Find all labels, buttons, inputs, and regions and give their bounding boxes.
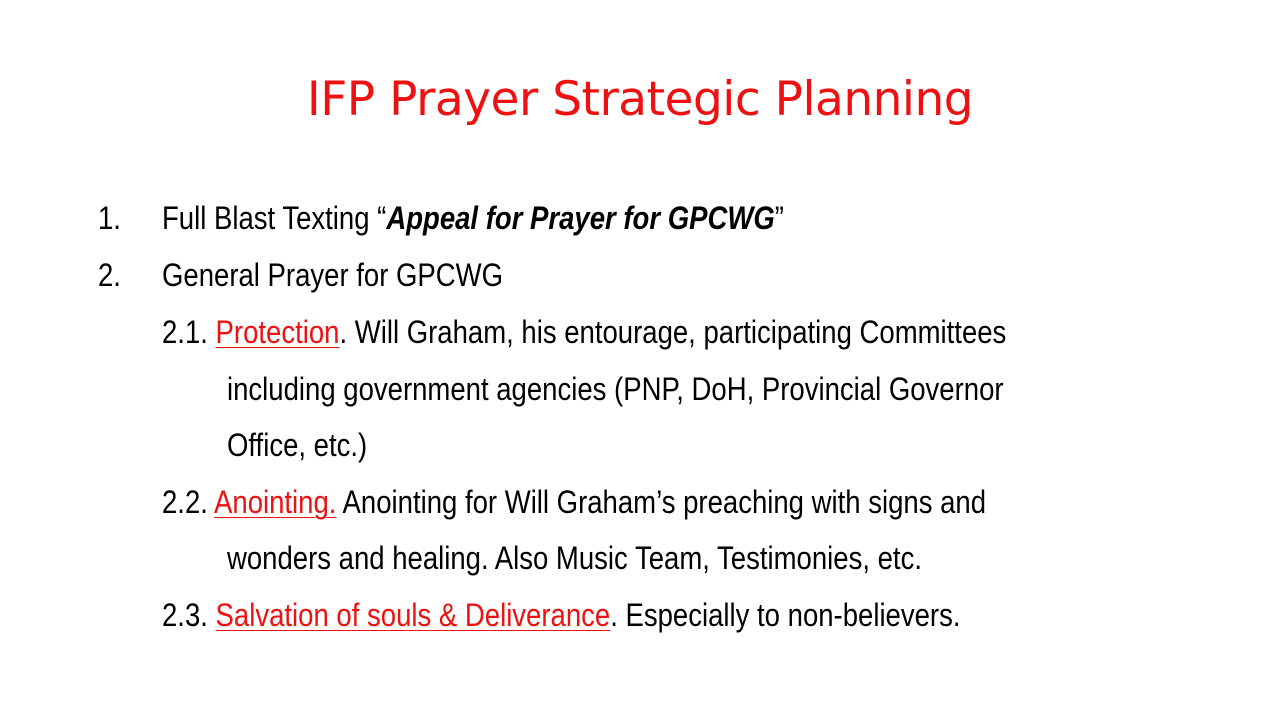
- item-text: Full Blast Texting “: [162, 200, 387, 236]
- list-number: 2.: [98, 257, 121, 293]
- subitem-text: Anointing for Will Graham’s preaching with signs and: [336, 484, 987, 520]
- subitem-text: . Will Graham, his entourage, participating Committees: [339, 314, 1007, 350]
- subitem-text: Office, etc.): [227, 427, 368, 463]
- subitem-2-3: [162, 595, 960, 635]
- subitem-text: including government agencies (PNP, DoH, Provincial Governor: [227, 371, 1004, 407]
- subitem-number: 2.2.: [162, 484, 208, 520]
- subitem-2-1-cont: [227, 369, 1004, 409]
- list-item-1-text: [162, 198, 784, 238]
- subitem-text: wonders and healing. Also Music Team, Testimonies, etc.: [227, 540, 922, 576]
- list-number: 1.: [98, 200, 121, 236]
- subitem-number: 2.1.: [162, 314, 208, 350]
- item-text: General Prayer for GPCWG: [162, 257, 504, 293]
- item-emphasis: Appeal for Prayer for GPCWG: [386, 200, 775, 236]
- subitem-text: . Especially to non-believers.: [610, 597, 961, 633]
- item-text-end: ”: [774, 200, 784, 236]
- subitem-2-1: [162, 312, 1006, 352]
- subitem-2-1-cont2: [227, 425, 367, 465]
- list-item-2-text: [162, 255, 503, 295]
- subitem-highlight: Salvation of souls & Deliverance: [215, 597, 611, 633]
- subitem-2-2: [162, 482, 986, 522]
- subitem-highlight: Protection: [215, 314, 340, 350]
- subitem-number: 2.3.: [162, 597, 208, 633]
- subitem-2-2-cont: [227, 538, 922, 578]
- slide-title: IFP Prayer Strategic Planning: [306, 72, 974, 127]
- subitem-highlight: Anointing.: [214, 484, 337, 520]
